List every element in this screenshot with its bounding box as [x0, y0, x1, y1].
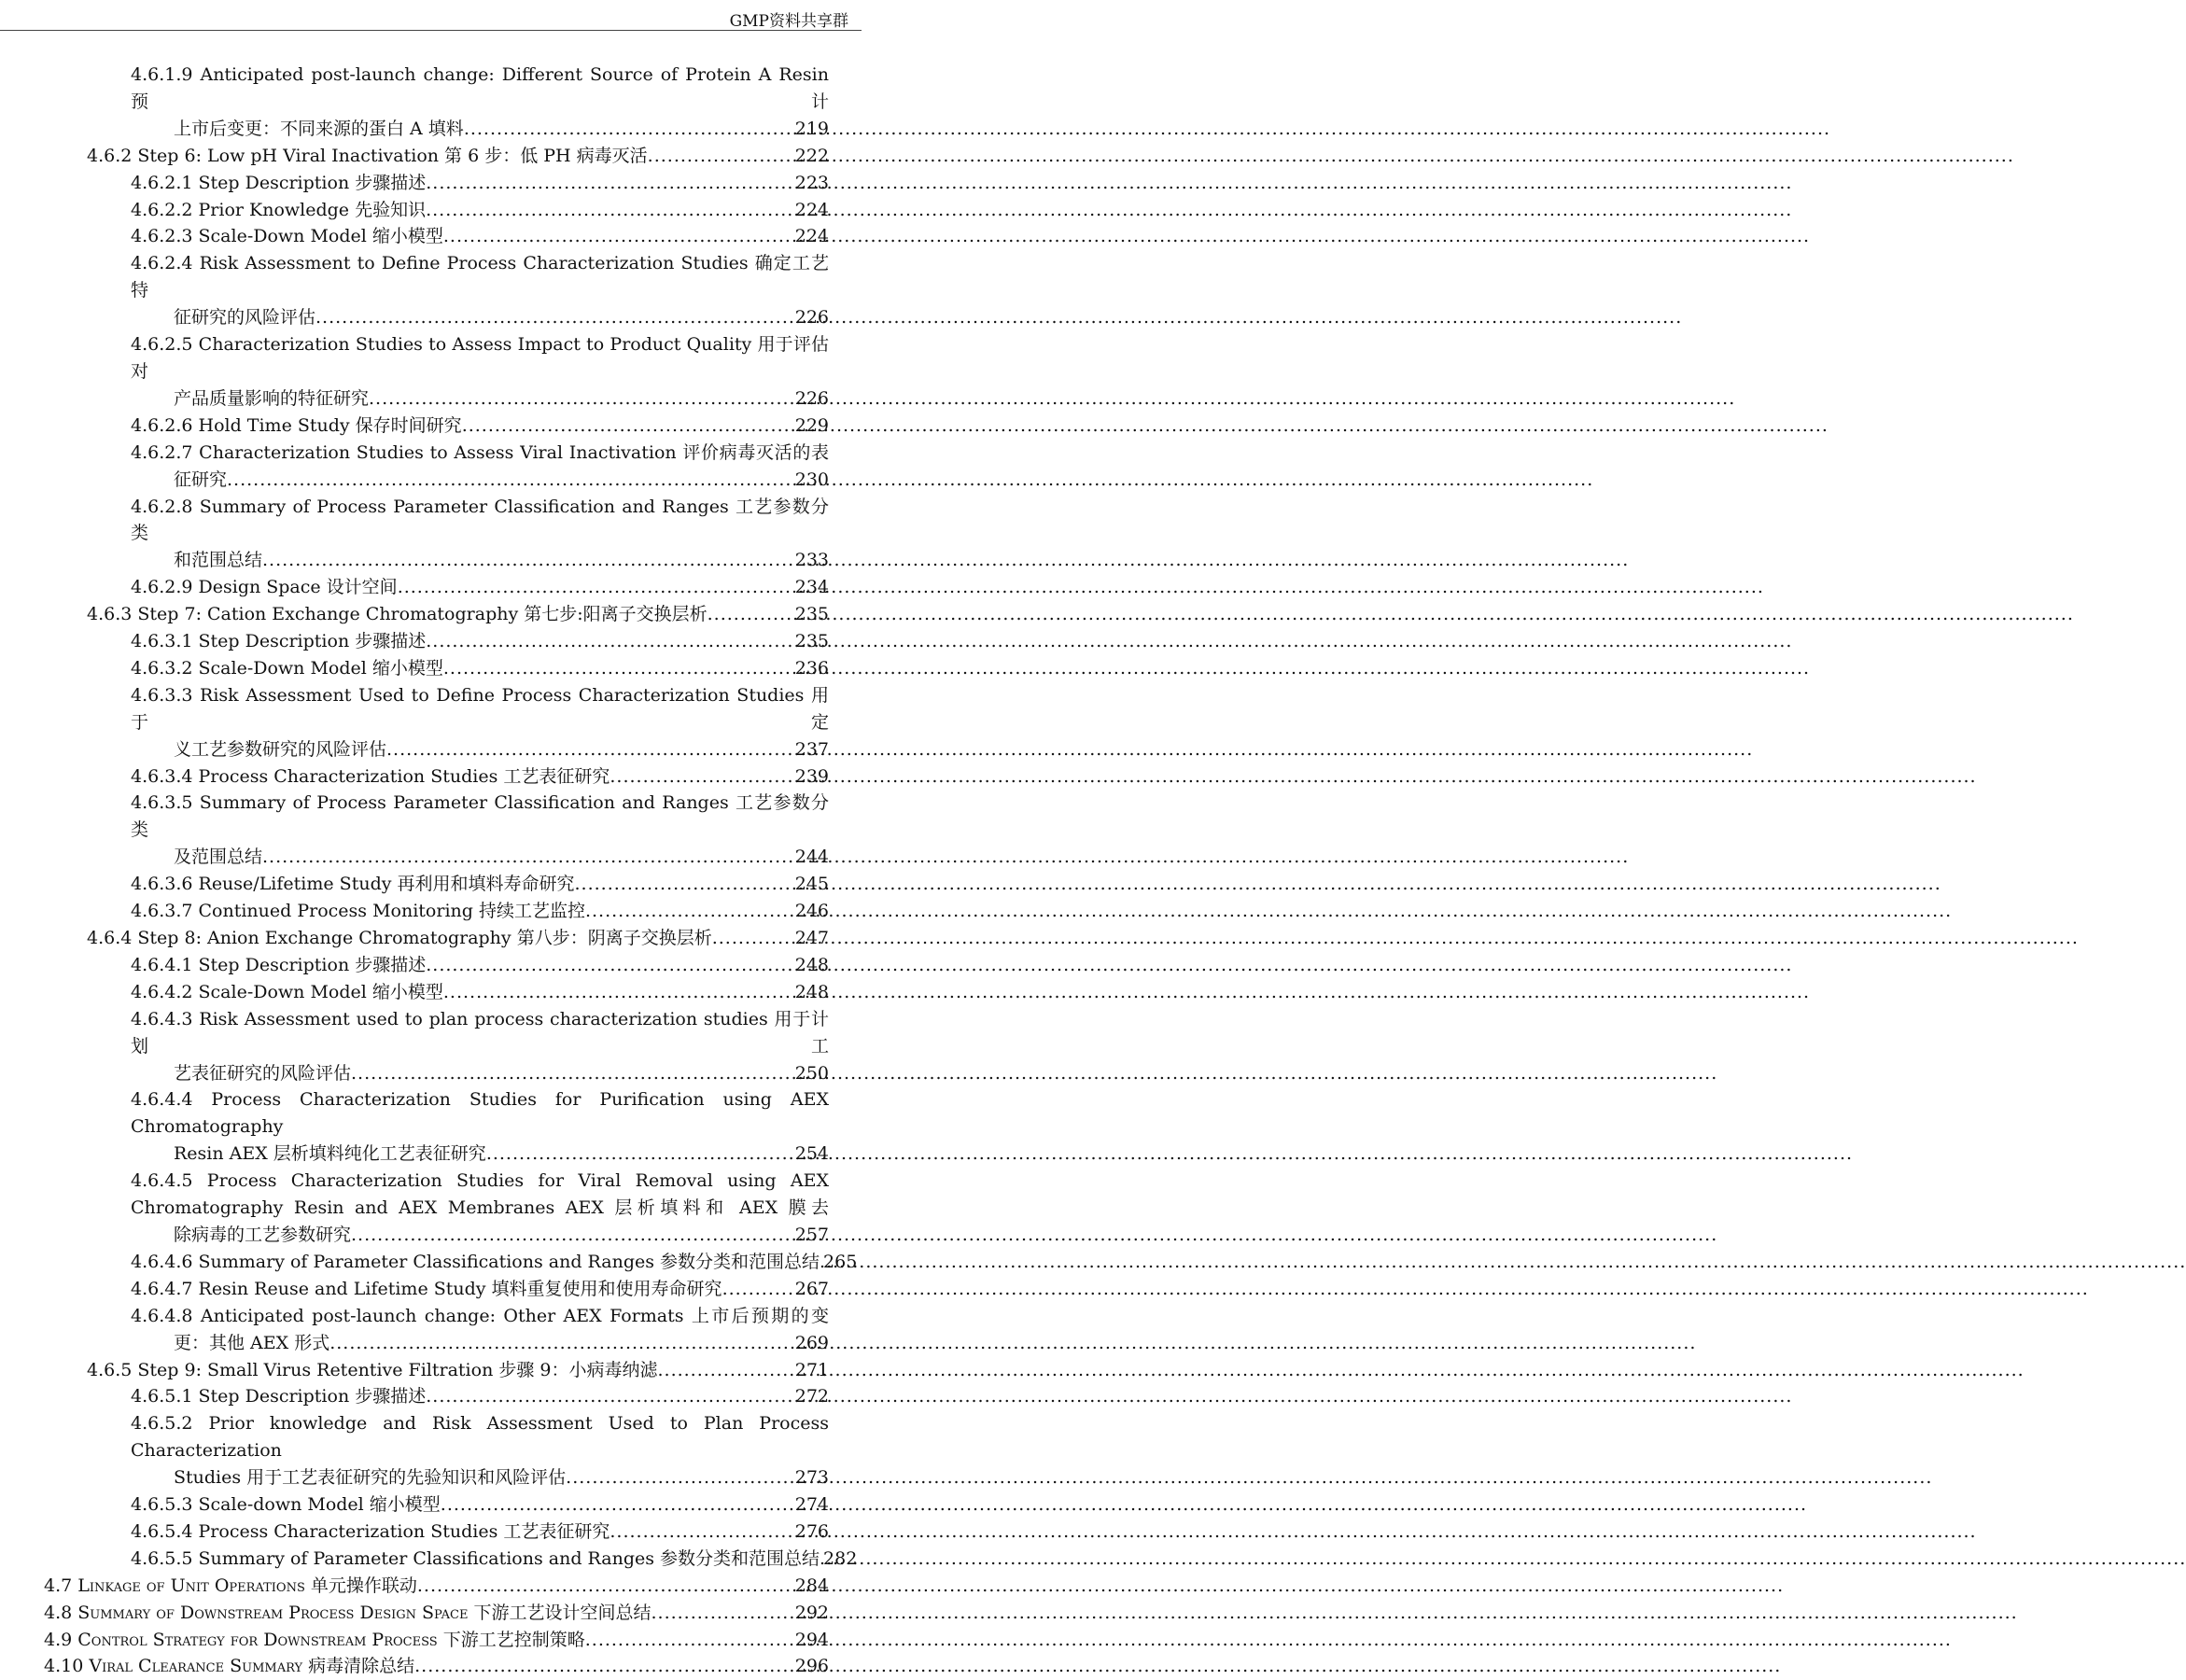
- toc-entry-title-line: Chromatography Resin and AEX Membranes AEX 层析填料和 AEX 膜去: [131, 1197, 829, 1219]
- toc-entry[interactable]: [131, 223, 829, 250]
- toc-entry-title: 4.8 Summary of Downstream Process Design Space 下游工艺设计空间总结: [44, 1602, 652, 1623]
- toc-entry[interactable]: [131, 1546, 858, 1573]
- toc-entry-title: Studies 用于工艺表征研究的先验知识和风险评估: [174, 1467, 567, 1489]
- toc-entry-title-line: 4.6.1.9 Anticipated post-launch change: Different Source of Protein A Resin 预计: [131, 64, 829, 112]
- toc-page-number: 235: [794, 604, 829, 625]
- toc-entry-title: 4.6.3.1 Step Description 步骤描述: [131, 631, 427, 652]
- toc-entry-title: 更：其他 AEX 形式: [174, 1332, 330, 1353]
- toc-entry-title: 4.7 Linkage of Unit Operations 单元操作联动: [44, 1575, 417, 1596]
- toc-entry[interactable]: [44, 1600, 829, 1627]
- toc-entry-title: 征研究的风险评估: [174, 307, 316, 329]
- toc-entry[interactable]: [44, 1573, 829, 1600]
- toc-entry[interactable]: [131, 655, 829, 682]
- dot-leader: [712, 925, 795, 952]
- toc-entry[interactable]: [131, 1410, 829, 1491]
- dot-leader: [566, 1464, 795, 1491]
- toc-entry[interactable]: [131, 494, 829, 575]
- toc-entry[interactable]: [131, 898, 829, 925]
- toc-page-number: 271: [794, 1359, 829, 1380]
- toc-page-number: 274: [794, 1494, 829, 1516]
- dot-leader: [351, 1060, 795, 1087]
- toc-entry-title: 4.6.2 Step 6: Low pH Viral Inactivation 第 6 步：低 PH 病毒灭活: [87, 145, 648, 166]
- dot-leader: [227, 467, 795, 494]
- toc-entry-title: 4.6.3.7 Continued Process Monitoring 持续工艺监控: [131, 901, 585, 922]
- toc-entry-title: 4.6.4.1 Step Description 步骤描述: [131, 954, 427, 975]
- toc-entry-title-line: 4.6.2.7 Characterization Studies to Assess Viral Inactivation 评价病毒灭活的表: [131, 441, 829, 463]
- toc-page-number: 269: [794, 1332, 829, 1353]
- toc-entry-title-line: 4.6.4.4 Process Characterization Studies for Purification using AEX Chromatography: [131, 1089, 829, 1138]
- page-header: GMP资料共享群: [729, 12, 848, 31]
- toc-page-number: 248: [794, 954, 829, 975]
- toc-entry[interactable]: [131, 574, 829, 601]
- toc-page-number: 224: [794, 199, 829, 220]
- toc-page-number: 233: [794, 550, 829, 571]
- toc-page-number: 224: [794, 226, 829, 247]
- toc-entry-title: 4.6.5.3 Scale-down Model 缩小模型: [131, 1494, 441, 1516]
- toc-entry-title: 和范围总结: [174, 550, 263, 571]
- toc-entry[interactable]: [131, 1519, 829, 1546]
- toc-entry-title: 4.6.2.9 Design Space 设计空间: [131, 577, 398, 598]
- toc-entry-title: 4.6.3 Step 7: Cation Exchange Chromatography 第七步:阳离子交换层析: [87, 604, 708, 625]
- toc-page-number: 254: [794, 1143, 829, 1165]
- dot-leader: [262, 844, 795, 871]
- toc-entry-title: 4.6.4.7 Resin Reuse and Lifetime Study 填料重复使用和使用寿命研究: [131, 1278, 722, 1299]
- dot-leader: [610, 763, 794, 791]
- toc-entry[interactable]: [131, 170, 829, 197]
- toc-page-number: 236: [794, 657, 829, 679]
- header-rule: [0, 30, 862, 31]
- toc-entry[interactable]: [131, 1086, 829, 1168]
- toc-entry-title-line: 4.6.3.5 Summary of Process Parameter Classification and Ranges 工艺参数分类: [131, 792, 829, 841]
- dot-leader: [443, 979, 795, 1006]
- toc-entry-title: 4.6.5.4 Process Characterization Studies 工艺表征研究: [131, 1520, 610, 1542]
- dot-leader: [464, 116, 795, 143]
- toc-page-number: 282: [823, 1547, 858, 1569]
- toc-page-number: 222: [794, 145, 829, 166]
- toc-page-number: 239: [794, 765, 829, 787]
- toc-page-number: 234: [794, 577, 829, 598]
- toc-entry-title-line: 4.6.2.5 Characterization Studies to Assess Impact to Product Quality 用于评估对: [131, 334, 829, 382]
- toc-page-number: 248: [794, 981, 829, 1002]
- toc-page-number: 257: [794, 1224, 829, 1245]
- dot-leader: [426, 1383, 795, 1410]
- toc-page-number: 244: [794, 847, 829, 868]
- toc-page-number: 230: [794, 469, 829, 490]
- dot-leader: [426, 197, 795, 224]
- toc-page-number: 229: [794, 414, 829, 436]
- toc-entry-title: 4.6.3.2 Scale-Down Model 缩小模型: [131, 657, 443, 679]
- toc-page-number: 292: [794, 1602, 829, 1623]
- toc-entry[interactable]: [131, 1303, 829, 1357]
- toc-entry[interactable]: [131, 331, 829, 413]
- toc-entry[interactable]: [87, 1357, 829, 1384]
- dot-leader: [369, 385, 795, 413]
- dot-leader: [585, 898, 795, 925]
- toc-entry[interactable]: [131, 979, 829, 1006]
- toc-entry[interactable]: [87, 143, 829, 170]
- dot-leader: [657, 1357, 794, 1384]
- toc-entry-title: 4.6.3.4 Process Characterization Studies 工艺表征研究: [131, 765, 610, 787]
- dot-leader: [651, 1600, 794, 1627]
- toc-entry-title: 4.6.5 Step 9: Small Virus Retentive Filtration 步骤 9：小病毒纳滤: [87, 1359, 658, 1380]
- toc-entry[interactable]: [131, 250, 829, 331]
- toc-page-number: 267: [794, 1278, 829, 1299]
- toc-entry-title: 4.6.2.6 Hold Time Study 保存时间研究: [131, 414, 462, 436]
- dot-leader: [722, 1276, 795, 1303]
- toc-page-number: 250: [794, 1062, 829, 1084]
- dot-leader: [262, 547, 795, 574]
- toc-entry-title: 上市后变更：不同来源的蛋白 A 填料: [174, 118, 464, 139]
- dot-leader: [426, 170, 795, 197]
- toc-page-number: 276: [794, 1520, 829, 1542]
- dot-leader: [398, 574, 795, 601]
- dot-leader: [414, 1653, 795, 1680]
- dot-leader: [426, 628, 795, 655]
- dot-leader: [315, 304, 795, 331]
- dot-leader: [486, 1141, 795, 1168]
- toc-entry[interactable]: [131, 1491, 829, 1519]
- toc-entry[interactable]: [131, 871, 829, 898]
- toc-entry-title-line: 4.6.2.8 Summary of Process Parameter Classification and Ranges 工艺参数分类: [131, 496, 829, 544]
- toc-entry-title: 4.6.5.1 Step Description 步骤描述: [131, 1386, 427, 1407]
- dot-leader: [441, 1491, 795, 1519]
- toc-page-number: 284: [794, 1575, 829, 1596]
- dot-leader: [386, 736, 795, 763]
- toc-entry-title-line: 4.6.4.3 Risk Assessment used to plan process characterization studies 用于计划工: [131, 1008, 829, 1057]
- toc-entry-title: 4.6.5.5 Summary of Parameter Classifications and Ranges 参数分类和范围总结: [131, 1547, 820, 1569]
- toc-entry-title: 除病毒的工艺参数研究: [174, 1224, 352, 1245]
- toc-entry[interactable]: [131, 440, 829, 494]
- toc-entry[interactable]: [44, 1653, 829, 1680]
- toc-page-number: 245: [794, 874, 829, 895]
- toc-page-number: 296: [794, 1656, 829, 1677]
- dot-leader: [575, 871, 795, 898]
- toc-entry-title: 4.9 Control Strategy for Downstream Process 下游工艺控制策略: [44, 1629, 585, 1650]
- toc-entry[interactable]: [131, 197, 829, 224]
- toc-entry[interactable]: [131, 1383, 829, 1410]
- toc-page-number: 265: [823, 1251, 858, 1272]
- toc-entry[interactable]: [131, 628, 829, 655]
- toc-entry-title-line: 4.6.4.5 Process Characterization Studies for Viral Removal using AEX: [131, 1170, 829, 1192]
- toc-entry[interactable]: [131, 1276, 829, 1303]
- dot-leader: [708, 601, 795, 628]
- toc-entry-title: 4.6.4.6 Summary of Parameter Classifications and Ranges 参数分类和范围总结: [131, 1251, 820, 1272]
- toc-entry[interactable]: [131, 1168, 829, 1249]
- dot-leader: [443, 223, 795, 250]
- toc-entry-title: 艺表征研究的风险评估: [174, 1062, 352, 1084]
- toc-entry[interactable]: [87, 925, 829, 952]
- dot-leader: [351, 1222, 795, 1249]
- dot-leader: [417, 1573, 795, 1600]
- toc-page-number: 226: [794, 387, 829, 409]
- toc-entry-title: 4.6.4.2 Scale-Down Model 缩小模型: [131, 981, 443, 1002]
- toc-entry-title: 4.6.3.6 Reuse/Lifetime Study 再利用和填料寿命研究: [131, 874, 575, 895]
- toc-entry-title-line: 4.6.2.4 Risk Assessment to Define Process Characterization Studies 确定工艺特: [131, 253, 829, 301]
- toc-page-number: 237: [794, 738, 829, 760]
- toc-entry-title: 及范围总结: [174, 847, 263, 868]
- toc-entry-title-line: 4.6.5.2 Prior knowledge and Risk Assessment Used to Plan Process Characterization: [131, 1413, 829, 1462]
- toc-entry-title: 义工艺参数研究的风险评估: [174, 738, 387, 760]
- toc-page-number: 272: [794, 1386, 829, 1407]
- toc-entry[interactable]: [131, 682, 829, 763]
- toc-entry-title: 4.6.2.3 Scale-Down Model 缩小模型: [131, 226, 443, 247]
- table-of-contents: [0, 62, 862, 1680]
- toc-page-number: 246: [794, 901, 829, 922]
- toc-page-number: 219: [794, 118, 829, 139]
- toc-entry[interactable]: [131, 1249, 858, 1276]
- toc-entry-title: 4.6.2.1 Step Description 步骤描述: [131, 172, 427, 193]
- toc-entry-title: 4.6.2.2 Prior Knowledge 先验知识: [131, 199, 427, 220]
- toc-entry-title: 产品质量影响的特征研究: [174, 387, 370, 409]
- toc-page-number: 235: [794, 631, 829, 652]
- toc-page-number: 223: [794, 172, 829, 193]
- toc-entry-title-line: 4.6.3.3 Risk Assessment Used to Define Process Characterization Studies 用于定: [131, 684, 829, 733]
- toc-entry-title: 征研究: [174, 469, 228, 490]
- dot-leader: [585, 1627, 795, 1654]
- toc-entry[interactable]: [131, 790, 829, 871]
- toc-entry-title: 4.10 Viral Clearance Summary 病毒清除总结: [44, 1656, 415, 1677]
- toc-entry[interactable]: [87, 601, 829, 628]
- toc-page-number: 247: [794, 928, 829, 948]
- toc-page-number: 226: [794, 307, 829, 329]
- dot-leader: [426, 952, 795, 979]
- dot-leader: [610, 1519, 794, 1546]
- toc-entry-title: Resin AEX 层析填料纯化工艺表征研究: [174, 1143, 486, 1165]
- toc-page-number: 294: [794, 1629, 829, 1650]
- dot-leader: [648, 143, 795, 170]
- dot-leader: [462, 413, 795, 440]
- toc-entry[interactable]: [131, 952, 829, 979]
- toc-page-number: 273: [794, 1467, 829, 1489]
- toc-entry[interactable]: [44, 1627, 829, 1654]
- toc-entry-title-line: 4.6.4.8 Anticipated post-launch change: Other AEX Formats 上市后预期的变: [131, 1305, 829, 1326]
- toc-entry-title: 4.6.4 Step 8: Anion Exchange Chromatography 第八步：阴离子交换层析: [87, 928, 712, 948]
- toc-entry[interactable]: [131, 62, 829, 143]
- toc-entry[interactable]: [131, 413, 829, 440]
- toc-entry[interactable]: [131, 763, 829, 791]
- toc-entry[interactable]: [131, 1006, 829, 1087]
- dot-leader: [443, 655, 795, 682]
- dot-leader: [329, 1330, 795, 1357]
